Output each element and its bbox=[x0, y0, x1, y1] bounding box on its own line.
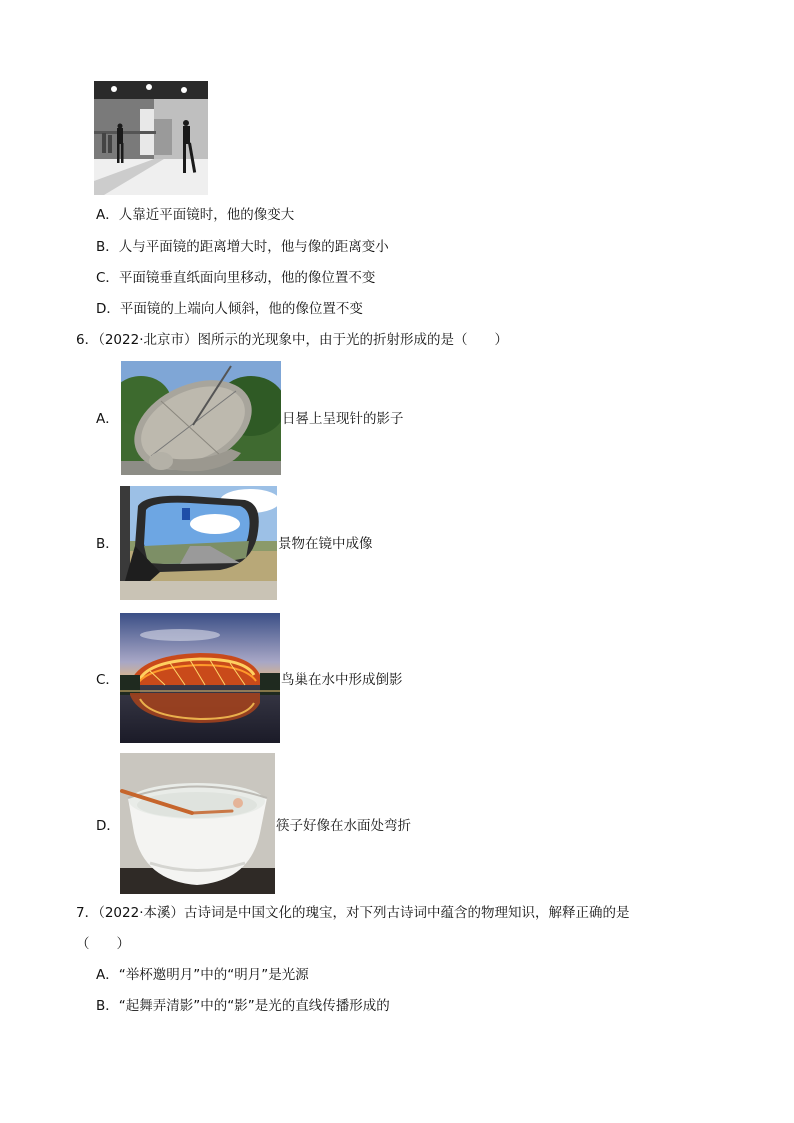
car-side-mirror-photo bbox=[120, 486, 277, 600]
q5-option-c-letter: C． bbox=[96, 270, 119, 286]
q5-option-b-text: 人与平面镜的距离增大时，他与像的距离变小 bbox=[118, 239, 389, 255]
q7-option-b-letter: B． bbox=[96, 998, 119, 1014]
q5-option-d bbox=[96, 300, 363, 318]
q6-option-d-caption: 筷子好像在水面处弯折 bbox=[276, 818, 411, 834]
q5-option-d-text: 平面镜的上端向人倾斜，他的像位置不变 bbox=[119, 301, 363, 317]
q7-option-a-letter: A． bbox=[96, 967, 119, 983]
q6-option-d-letter: D． bbox=[96, 818, 120, 834]
q6-stem: 6．（2022·北京市）图所示的光现象中，由于光的折射形成的是（ ） bbox=[76, 332, 508, 348]
q5-option-b bbox=[96, 238, 389, 256]
q5-option-a bbox=[96, 206, 294, 224]
q6-option-c-caption: 鸟巢在水中形成倒影 bbox=[281, 672, 403, 688]
birds-nest-stadium-photo bbox=[120, 613, 280, 743]
q7-stem-line1: 7．（2022·本溪）古诗词是中国文化的瑰宝，对下列古诗词中蕴含的物理知识，解释正确的是 bbox=[76, 905, 630, 921]
q5-option-a-letter: A． bbox=[96, 207, 119, 223]
q7-option-b bbox=[96, 997, 390, 1015]
chopsticks-in-bowl-photo bbox=[120, 753, 275, 894]
q7-option-a-text: “举杯邀明月”中的“明月”是光源 bbox=[118, 967, 309, 983]
q5-option-c bbox=[96, 269, 375, 287]
q7-option-b-text: “起舞弄清影”中的“影”是光的直线传播形成的 bbox=[118, 998, 390, 1014]
q7-stem-line2: （ ） bbox=[76, 936, 130, 952]
dance-mirror-photo bbox=[94, 81, 208, 195]
q5-option-b-letter: B． bbox=[96, 239, 119, 255]
q6-option-b-caption: 景物在镜中成像 bbox=[278, 536, 373, 552]
q6-option-a-letter: A． bbox=[96, 411, 119, 427]
q5-option-a-text: 人靠近平面镜时，他的像变大 bbox=[118, 207, 295, 223]
q5-option-d-letter: D． bbox=[96, 301, 120, 317]
q6-option-c-letter: C． bbox=[96, 672, 119, 688]
q6-option-b-letter: B． bbox=[96, 536, 119, 552]
sundial-photo bbox=[121, 361, 281, 475]
q5-option-c-text: 平面镜垂直纸面向里移动，他的像位置不变 bbox=[118, 270, 376, 286]
q7-option-a bbox=[96, 966, 309, 984]
q6-option-a-caption: 日晷上呈现针的影子 bbox=[282, 411, 404, 427]
